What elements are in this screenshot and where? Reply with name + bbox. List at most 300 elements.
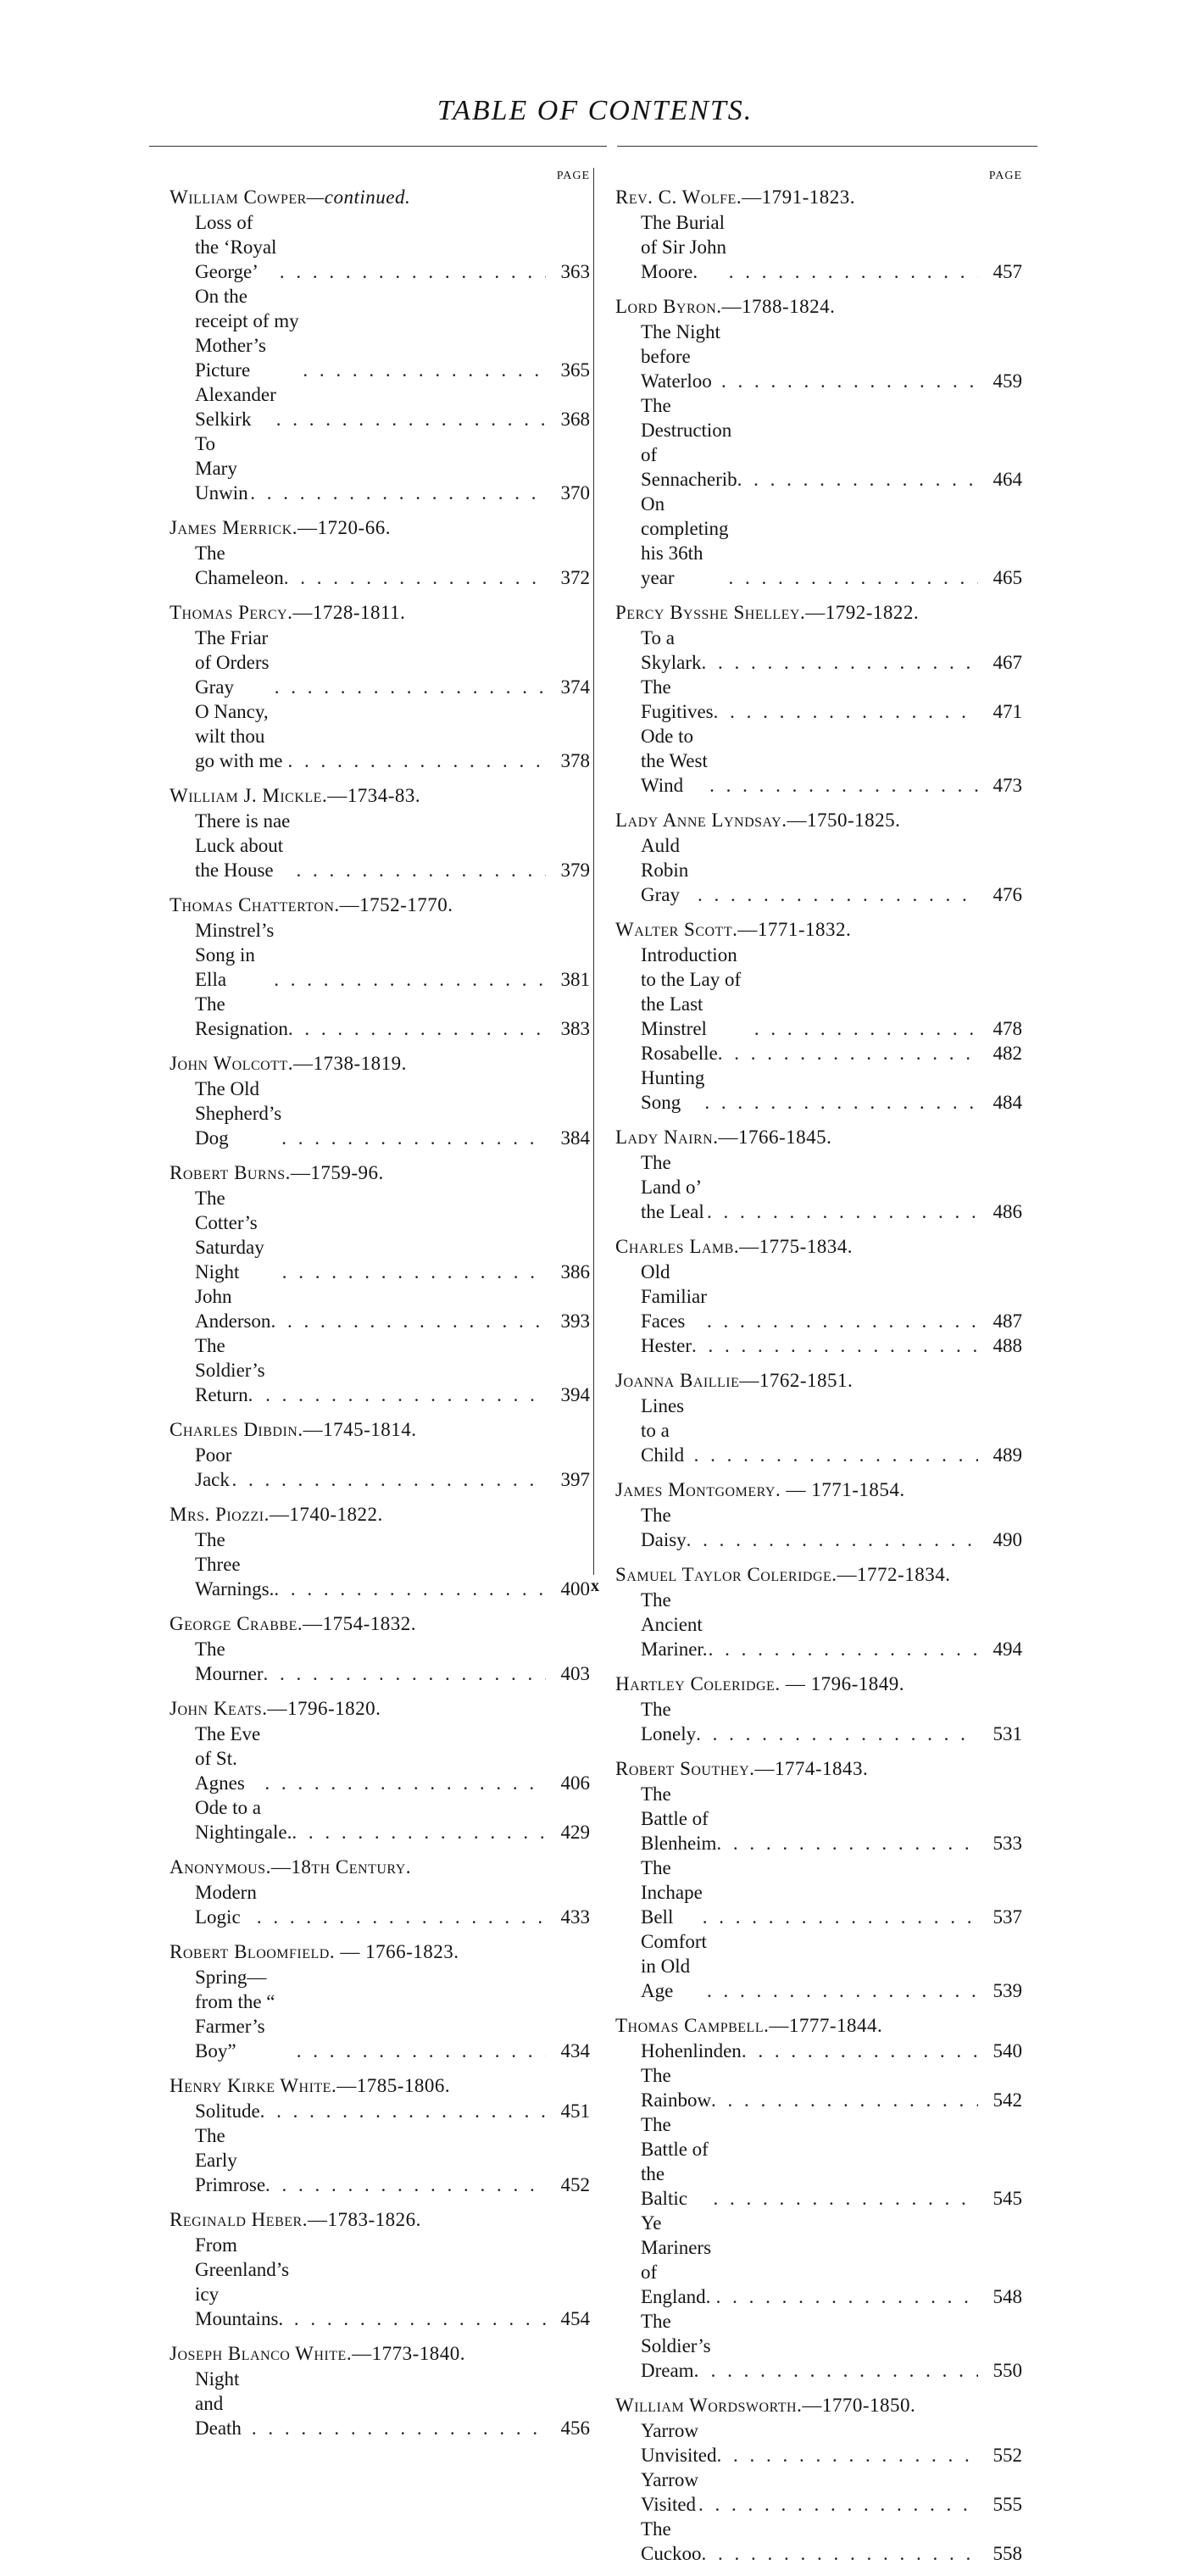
toc-entry: [170, 382, 590, 431]
toc-entry: [170, 918, 590, 992]
author-heading: [170, 783, 590, 809]
poem-page: 478: [993, 1018, 1022, 1039]
dot-leader: [698, 882, 978, 907]
author-name: Joseph Blanco White: [170, 2343, 347, 2364]
poem-page: 476: [993, 884, 1022, 905]
author-dates: .—1720-66.: [292, 517, 391, 538]
author-heading: [170, 893, 590, 918]
author-name: Reginald Heber: [170, 2209, 303, 2230]
title-rule-left: [149, 146, 607, 147]
author-dates: .—1752-1770.: [334, 894, 453, 915]
author-dates: .—1750-1825.: [781, 810, 901, 831]
author-dates: .—1777-1844.: [764, 2015, 883, 2036]
author-heading: [170, 1051, 590, 1077]
poem-page: 548: [993, 2286, 1022, 2307]
author-heading: [615, 1368, 1022, 1394]
continued-note: —continued.: [306, 186, 411, 208]
author-name: Robert Burns: [170, 1162, 286, 1183]
toc-entry: [170, 1186, 590, 1284]
author-dates: —1762-1851.: [739, 1370, 854, 1391]
poem-title: The Battle of the Baltic: [641, 2114, 709, 2209]
author-dates: .—1773-1840.: [346, 2343, 465, 2364]
poem-title: Hester: [641, 1335, 692, 1356]
poem-page: 482: [993, 1043, 1022, 1064]
author-section: [615, 1477, 1022, 1552]
poem-page: 486: [993, 1201, 1022, 1222]
column-divider: [593, 168, 594, 1575]
toc-entry: [170, 1880, 590, 1929]
author-section: [170, 515, 590, 590]
dot-leader: [276, 407, 546, 431]
author-dates: .—1796-1820.: [262, 1698, 381, 1719]
dot-leader: [270, 1309, 546, 1333]
poem-title: Ye Mariners of England.: [641, 2212, 712, 2307]
poem-page: 489: [993, 1444, 1022, 1466]
poem-page: 533: [993, 1833, 1022, 1854]
poem-page: 393: [560, 1310, 590, 1332]
poem-page: 429: [560, 1822, 590, 1843]
dot-leader: [694, 1443, 978, 1467]
page-title: TABLE OF CONTENTS.: [437, 95, 753, 126]
poem-title: The Inchape Bell: [641, 1857, 703, 1928]
author-section: [170, 1160, 590, 1407]
dot-leader: [716, 1831, 978, 1855]
poem-title: The Cotter’s Saturday Night: [195, 1188, 264, 1282]
poem-page: 490: [993, 1529, 1022, 1550]
author-dates: .—1772-1834.: [831, 1564, 951, 1585]
author-heading: [615, 1756, 1022, 1782]
author-name: Joanna Baillie: [615, 1370, 740, 1391]
poem-title: The Resignation: [195, 993, 288, 1039]
poem-title: The Burial of Sir John Moore.: [641, 212, 726, 282]
left-column: [170, 168, 590, 2451]
toc-entry: [170, 2123, 590, 2197]
author-heading: [170, 1696, 590, 1722]
poem-page: 456: [560, 2417, 590, 2439]
toc-entry: [615, 943, 1022, 1041]
poem-title: From Greenland’s icy Mountains.: [195, 2234, 290, 2329]
author-section: [615, 1672, 1022, 1746]
dot-leader: [702, 650, 978, 675]
author-name: William J. Mickle: [170, 785, 322, 806]
poem-title: The Ancient Mariner.: [641, 1589, 708, 1660]
poem-title: On completing his 36th year: [641, 493, 729, 588]
right-section-list: [615, 185, 1022, 2566]
dot-leader: [754, 1016, 978, 1041]
dot-leader: [696, 1722, 978, 1746]
poem-page: 374: [560, 676, 590, 698]
poem-page: 363: [560, 261, 590, 282]
dot-leader: [709, 1637, 978, 1661]
toc-entry: [615, 675, 1022, 724]
author-dates: .—1759-96.: [285, 1162, 384, 1183]
poem-page: 471: [993, 701, 1022, 722]
poem-page: 378: [560, 750, 590, 771]
page-number: x: [591, 1577, 599, 1595]
author-heading: [615, 1672, 1022, 1697]
author-heading: [170, 185, 590, 210]
poem-page: 452: [560, 2174, 590, 2195]
author-section: [615, 1125, 1022, 1224]
dot-leader: [265, 2173, 546, 2197]
poem-title: The Daisy: [641, 1505, 687, 1550]
dot-leader: [231, 1467, 546, 1492]
author-section: [170, 1855, 590, 1929]
author-name: George Crabbe: [170, 1613, 298, 1634]
author-dates: . — 1766-1823.: [329, 1941, 459, 1962]
poem-page: 552: [993, 2445, 1022, 2466]
dot-leader: [292, 1820, 546, 1844]
author-section: [615, 1368, 1022, 1467]
toc-entry: [615, 2468, 1022, 2517]
author-heading: [170, 1855, 590, 1880]
author-heading: [615, 600, 1022, 626]
author-name: Lady Anne Lyndsay: [615, 810, 782, 831]
author-section: [170, 2207, 590, 2331]
dot-leader: [288, 1016, 546, 1041]
poem-page: 406: [560, 1772, 590, 1794]
author-name: Charles Lamb: [615, 1236, 734, 1257]
dot-leader: [250, 481, 546, 505]
poem-title: Rosabelle: [641, 1043, 718, 1064]
author-dates: .—1785-1806.: [331, 2075, 451, 2096]
author-dates: .—1728-1811.: [287, 602, 406, 623]
author-name: Lady Nairn: [615, 1127, 714, 1148]
dot-leader: [704, 1090, 978, 1115]
poem-title: The Friar of Orders Gray: [195, 627, 270, 698]
toc-entry: [615, 2418, 1022, 2468]
toc-entry: [170, 699, 590, 773]
toc-entry: [615, 626, 1022, 675]
dot-leader: [716, 2443, 978, 2468]
author-name: Henry Kirke White: [170, 2075, 331, 2096]
poem-page: 459: [993, 370, 1022, 392]
poem-page: 365: [560, 359, 590, 381]
poem-page: 465: [993, 567, 1022, 588]
dot-leader: [263, 1661, 546, 1686]
author-dates: . — 1796-1849.: [775, 1673, 904, 1694]
author-name: William Wordsworth: [615, 2395, 798, 2416]
dot-leader: [711, 2358, 978, 2383]
author-name: Percy Bysshe Shelley: [615, 602, 800, 623]
poem-page: 394: [560, 1384, 590, 1405]
author-dates: .—1754-1832.: [297, 1613, 417, 1634]
poem-page: 381: [560, 969, 590, 990]
toc-entry: [615, 492, 1022, 590]
poem-page: 457: [993, 261, 1022, 282]
author-section: [170, 185, 590, 505]
author-heading: [615, 2013, 1022, 2039]
author-name: Hartley Coleridge: [615, 1673, 776, 1694]
toc-entry: [170, 2099, 590, 2123]
author-section: [615, 2013, 1022, 2383]
author-name: Thomas Campbell: [615, 2015, 765, 2036]
dot-leader: [729, 259, 978, 284]
toc-entry: [170, 1795, 590, 1844]
poem-page: 488: [993, 1335, 1022, 1356]
toc-entry: [615, 724, 1022, 798]
author-section: [615, 808, 1022, 907]
poem-page: 397: [560, 1469, 590, 1490]
toc-entry: [170, 1333, 590, 1407]
author-dates: .—1788-1824.: [716, 296, 836, 317]
author-heading: [615, 1477, 1022, 1503]
poem-page: 433: [560, 1906, 590, 1928]
author-dates: .—1766-1845.: [713, 1127, 832, 1148]
poem-title: Hohenlinden: [641, 2040, 742, 2061]
poem-title: Hunting Song: [641, 1067, 705, 1113]
author-heading: [170, 600, 590, 626]
left-section-list: [170, 185, 590, 2440]
toc-entry: [615, 2309, 1022, 2383]
author-name: Anonymous: [170, 1856, 266, 1878]
author-name: Robert Southey: [615, 1758, 750, 1779]
author-section: [170, 1417, 590, 1492]
poem-title: The Fugitives: [641, 676, 714, 722]
poem-title: On the receipt of my Mother’s Picture: [195, 286, 299, 381]
poem-title: Introduction to the Lay of the Last Minstrel: [641, 944, 742, 1039]
author-heading: [170, 1939, 590, 1965]
toc-entry: [170, 809, 590, 882]
author-dates: .—18th Century.: [265, 1856, 411, 1878]
dot-leader: [709, 773, 978, 798]
poem-title: Lines to a Child: [641, 1395, 685, 1466]
poem-page: 537: [993, 1906, 1022, 1928]
poem-page: 550: [993, 2360, 1022, 2381]
poem-page: 464: [993, 469, 1022, 490]
author-section: [170, 1051, 590, 1150]
author-name: Lord Byron: [615, 296, 717, 317]
poem-title: The Early Primrose: [195, 2125, 266, 2195]
author-heading: [170, 2073, 590, 2099]
toc-entry: [170, 2233, 590, 2331]
dot-leader: [280, 259, 546, 284]
toc-entry: [615, 1333, 1022, 1358]
poem-title: The Soldier’s Return.: [195, 1335, 265, 1405]
poem-page: 383: [560, 1018, 590, 1039]
toc-entry: [170, 541, 590, 590]
toc-entry: [170, 1443, 590, 1492]
author-name: William Cowper: [170, 186, 307, 208]
poem-title: The Three Warnings.: [195, 1529, 275, 1600]
author-heading: [615, 1125, 1022, 1150]
poem-title: Alexander Selkirk: [195, 384, 276, 430]
toc-entry: [170, 431, 590, 505]
dot-leader: [711, 2088, 978, 2112]
dot-leader: [742, 2039, 978, 2063]
author-section: [170, 2073, 590, 2197]
author-dates: .—1783-1826.: [302, 2209, 421, 2230]
poem-page: 434: [560, 2040, 590, 2061]
poem-title: Minstrel’s Song in Ella: [195, 920, 275, 990]
author-heading: [170, 1160, 590, 1186]
poem-title: Modern Logic: [195, 1882, 257, 1928]
poem-title: Comfort in Old Age: [641, 1931, 707, 2001]
author-heading: [170, 1611, 590, 1637]
dot-leader: [264, 1771, 546, 1795]
dot-leader: [718, 1041, 978, 1065]
author-heading: [615, 917, 1022, 943]
toc-entry: [615, 1065, 1022, 1115]
author-name: Thomas Percy: [170, 602, 288, 623]
toc-entry: [615, 1150, 1022, 1224]
toc-entry: [615, 320, 1022, 393]
dot-leader: [284, 565, 546, 590]
author-section: [170, 1611, 590, 1686]
poem-title: The Mourner: [195, 1639, 264, 1684]
dot-leader: [707, 1309, 978, 1333]
toc-entry: [615, 393, 1022, 492]
author-dates: .—1771-1832.: [732, 919, 852, 940]
poem-page: 467: [993, 652, 1022, 673]
toc-entry: [170, 1077, 590, 1150]
poem-page: 372: [560, 567, 590, 588]
poem-title: The Eve of St. Agnes: [195, 1723, 261, 1794]
poem-page: 368: [560, 409, 590, 430]
dot-leader: [728, 565, 978, 590]
author-section: [170, 1696, 590, 1844]
author-heading: [615, 185, 1022, 210]
toc-entry: [170, 284, 590, 382]
poem-title: There is nae Luck about the House: [195, 810, 291, 881]
poem-page: 542: [993, 2089, 1022, 2111]
dot-leader: [737, 467, 978, 492]
author-heading: [615, 2393, 1022, 2418]
poem-title: The Soldier’s Dream.: [641, 2311, 711, 2381]
poem-page: 494: [993, 1639, 1022, 1660]
poem-title: The Rainbow: [641, 2065, 712, 2111]
toc-entry: [170, 1637, 590, 1686]
toc-entry: [615, 210, 1022, 284]
toc-entry: [615, 1697, 1022, 1746]
author-heading: [170, 515, 590, 541]
poem-page: 451: [560, 2100, 590, 2122]
dot-leader: [265, 1383, 546, 1407]
toc-entry: [170, 992, 590, 1041]
toc-entry: [170, 1284, 590, 1333]
poem-page: 379: [560, 860, 590, 881]
dot-leader: [297, 858, 546, 882]
title-rule-right: [617, 146, 1037, 147]
toc-entry: [170, 210, 590, 284]
dot-leader: [257, 1905, 546, 1929]
poem-page: 539: [993, 1980, 1022, 2001]
author-section: [170, 2341, 590, 2440]
poem-page: 558: [993, 2543, 1022, 2564]
toc-entry: [615, 1503, 1022, 1552]
poem-title: To Mary Unwin: [195, 433, 248, 504]
poem-title: Auld Robin Gray: [641, 835, 689, 905]
toc-entry: [615, 1929, 1022, 2003]
toc-entry: [170, 2367, 590, 2440]
author-heading: [170, 2207, 590, 2233]
dot-leader: [281, 1126, 546, 1150]
poem-title: Night and Death: [195, 2368, 242, 2439]
poem-title: The Lonely: [641, 1699, 697, 1744]
author-name: Thomas Chatterton: [170, 894, 335, 915]
toc-entry: [170, 1722, 590, 1795]
poem-title: To a Skylark: [641, 627, 702, 673]
dot-leader: [282, 1260, 546, 1284]
dot-leader: [703, 1905, 978, 1929]
dot-leader: [274, 967, 546, 992]
author-name: James Merrick: [170, 517, 292, 538]
poem-page: 473: [993, 775, 1022, 796]
poem-title: The Battle of Blenheim: [641, 1783, 717, 1854]
author-dates: .—1770-1850.: [797, 2395, 916, 2416]
poem-page: 400: [560, 1578, 590, 1600]
author-heading: [615, 1234, 1022, 1260]
author-dates: .—1792-1822.: [799, 602, 920, 623]
author-dates: .—1775-1834.: [733, 1236, 853, 1257]
dot-leader: [288, 748, 546, 773]
author-section: [615, 294, 1022, 590]
toc-entry: [615, 1041, 1022, 1065]
author-dates: .—1745-1814.: [298, 1419, 417, 1440]
dot-leader: [707, 1199, 978, 1224]
dot-leader: [294, 2306, 546, 2331]
author-heading: [170, 1502, 590, 1527]
author-section: [170, 783, 590, 882]
author-name: Robert Bloomfield: [170, 1941, 330, 1962]
toc-entry: [170, 626, 590, 699]
toc-entry: [615, 2112, 1022, 2211]
toc-entry: [615, 1855, 1022, 1929]
author-name: John Wolcott: [170, 1053, 288, 1074]
poem-page: 384: [560, 1127, 590, 1149]
dot-leader: [702, 2541, 978, 2566]
poem-page: 555: [993, 2494, 1022, 2515]
dot-leader: [721, 369, 978, 393]
dot-leader: [687, 1527, 978, 1552]
poem-title: O Nancy, wilt thou go with me: [195, 701, 283, 771]
poem-title: Spring—from the “ Farmer’s Boy”: [195, 1967, 275, 2061]
author-section: [170, 1939, 590, 2063]
poem-page: 370: [560, 482, 590, 504]
author-name: James Montgomery: [615, 1479, 776, 1500]
author-name: Walter Scott: [615, 919, 733, 940]
author-dates: .—1738-1819.: [287, 1053, 407, 1074]
poem-page: 386: [560, 1261, 590, 1282]
page-column-header: PAGE: [556, 170, 590, 182]
toc-entry: [615, 833, 1022, 907]
dot-leader: [707, 1978, 978, 2003]
right-column: [615, 168, 1022, 2576]
author-name: Charles Dibdin: [170, 1419, 298, 1440]
author-heading: [615, 808, 1022, 833]
author-name: Samuel Taylor Coleridge: [615, 1564, 832, 1585]
poem-page: 531: [993, 1723, 1022, 1744]
toc-entry: [615, 2517, 1022, 2566]
dot-leader: [275, 675, 546, 699]
poem-title: The Land o’ the Leal: [641, 1152, 704, 1222]
author-heading: [170, 2341, 590, 2367]
page-column-header: PAGE: [988, 170, 1022, 182]
poem-page: 545: [993, 2188, 1022, 2209]
author-section: [615, 1234, 1022, 1358]
poem-title: The Chameleon: [195, 542, 284, 588]
author-name: Mrs. Piozzi: [170, 1504, 264, 1525]
dot-leader: [698, 2492, 978, 2517]
poem-title: Loss of the ‘Royal George’: [195, 212, 277, 282]
author-dates: .—1740-1822.: [264, 1504, 383, 1525]
poem-title: Old Familiar Faces: [641, 1261, 707, 1332]
author-name: Rev. C. Wolfe: [615, 186, 737, 208]
dot-leader: [297, 2039, 546, 2063]
author-dates: .—1734-83.: [321, 785, 421, 806]
poem-page: 487: [993, 1310, 1022, 1332]
dot-leader: [303, 358, 546, 382]
